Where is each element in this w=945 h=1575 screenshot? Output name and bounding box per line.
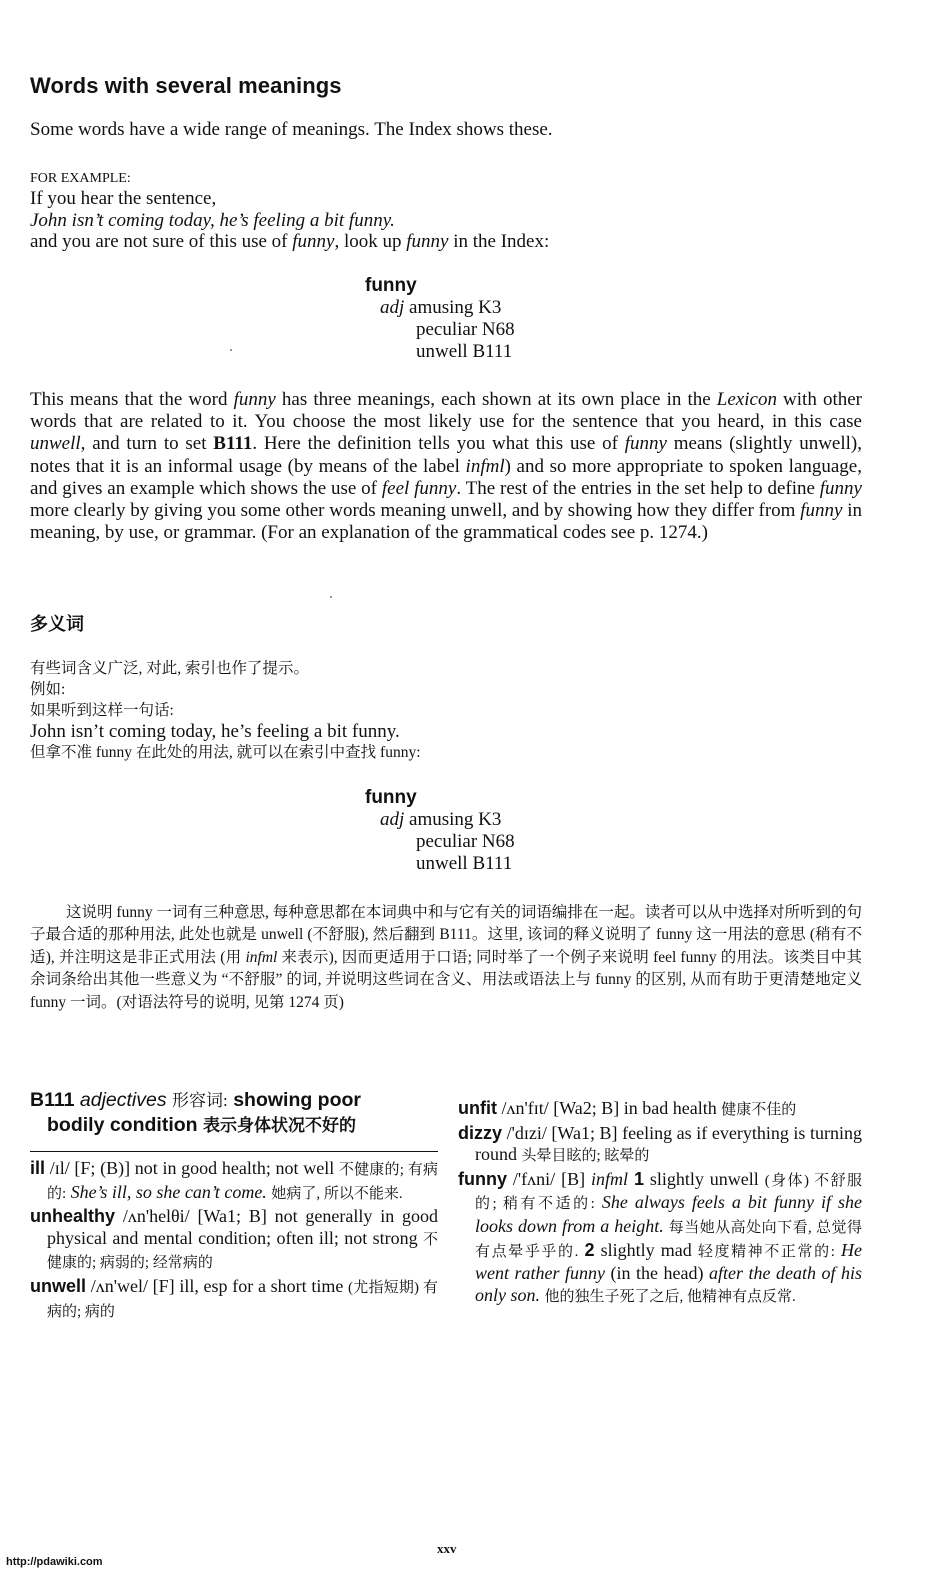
set-title: showing poor bbox=[233, 1089, 362, 1111]
index-sense: adj amusing K3 bbox=[380, 809, 502, 830]
definition-text: /ɪl/ [F; (B)] not in good health; not well bbox=[45, 1158, 339, 1178]
chinese-example-sentence: John isn’t coming today, he’s feeling a bit funny. bbox=[30, 721, 400, 742]
text-run: in meaning, by use, or grammar. (For an explanation of the grammatical codes see p. 1274.) bbox=[30, 500, 862, 544]
text-run: This means that the word bbox=[30, 389, 234, 410]
chinese-line: 但拿不准 funny 在此处的用法, 就可以在索引中查找 funny: bbox=[30, 744, 421, 761]
text-run: , and turn to set bbox=[80, 433, 214, 455]
explanation-paragraph bbox=[30, 389, 862, 544]
entry-headword: unwell bbox=[30, 1275, 87, 1296]
text-run: funny bbox=[819, 477, 862, 499]
text-run: unwell bbox=[30, 433, 81, 455]
example-line: and you are not sure of this use of funny, look up funny in the Index: bbox=[30, 231, 550, 252]
sense-number: 1 bbox=[633, 1168, 644, 1189]
set-title-line2: bodily condition 表示身体状况不好的 bbox=[47, 1114, 356, 1136]
dictionary-entry bbox=[30, 1158, 438, 1205]
text-run: funny bbox=[624, 433, 667, 455]
dictionary-entry bbox=[458, 1123, 862, 1168]
example-line: If you hear the sentence, bbox=[30, 188, 217, 209]
definition-text: slightly mad bbox=[594, 1239, 698, 1260]
definition-text: slightly unwell bbox=[643, 1168, 765, 1189]
dictionary-entry bbox=[30, 1206, 438, 1275]
dictionary-entry bbox=[458, 1169, 862, 1309]
index-headword: funny bbox=[365, 787, 417, 808]
chinese-gloss: 他的独生子死了之后, 他精神有点反常. bbox=[544, 1288, 796, 1305]
source-url: http://pdawiki.com bbox=[6, 1556, 103, 1568]
text-run: with other words that are related to it. You choose the most likely use for the sentence that you heard, in this case bbox=[30, 389, 862, 433]
text-run: feel funny bbox=[381, 477, 457, 499]
example-block bbox=[30, 188, 549, 253]
entries-right bbox=[458, 1098, 862, 1308]
definition-text: He went rather funny bbox=[475, 1239, 862, 1284]
text-run: infml bbox=[245, 948, 278, 966]
text-run: . Here the definition tells you what this use of bbox=[252, 433, 625, 455]
text-run: funny bbox=[800, 500, 843, 522]
chinese-gloss: 轻度精神不正常的: bbox=[697, 1243, 835, 1260]
text-run: 来表示), 因而更适用于口语; 同时举了一个例子来说明 feel funny 的用法。该类目中其余词条给出其他一些意义为 “不舒服” 的词, 并说明这些词在含义、用法或语法上与 funny 的区别, 从而有助于更清楚地定义 funny 一词。(对语法符号的说明, 见第 1274 页) bbox=[30, 948, 863, 1011]
text-run: has three meanings, each shown at its own place in the bbox=[275, 389, 717, 410]
text-run: funny bbox=[233, 389, 276, 410]
definition-text: /'fʌni/ [B] bbox=[507, 1168, 591, 1189]
text-run: ) and so more appropriate to spoken language, and gives an example which shows the use of bbox=[30, 455, 862, 499]
scan-speck bbox=[330, 596, 332, 598]
set-category: adjectives bbox=[79, 1089, 167, 1111]
definition-text: /ʌn'fɪt/ [Wa2; B] in bad health bbox=[496, 1098, 722, 1118]
chinese-line: 有些词含义广泛, 对此, 索引也作了提示。 bbox=[30, 660, 310, 677]
page-number: xxv bbox=[437, 1541, 457, 1556]
scan-speck bbox=[230, 349, 232, 351]
definition-text: /'dɪzi/ [Wa1; B] feeling as if everything is turning round bbox=[475, 1122, 862, 1165]
definition-text bbox=[595, 1192, 602, 1212]
chinese-gloss: 不健康的; 有病的: bbox=[47, 1162, 438, 1202]
index-entry bbox=[365, 275, 515, 363]
dictionary-entry bbox=[458, 1098, 862, 1122]
chinese-gloss: (身体) 不舒服的; 稍有不适的: bbox=[475, 1172, 862, 1213]
chinese-gloss: 头晕目眩的; 眩晕的 bbox=[521, 1148, 650, 1165]
entry-headword: dizzy bbox=[458, 1122, 503, 1143]
index-entry bbox=[365, 787, 515, 875]
index-sense: unwell B111 bbox=[416, 341, 513, 362]
index-sense: peculiar N68 bbox=[416, 319, 515, 340]
chinese-gloss: 健康不佳的 bbox=[721, 1102, 797, 1118]
definition-text: /ʌn'wel/ [F] ill, esp for a short time bbox=[86, 1275, 349, 1296]
definition-text: infml bbox=[591, 1168, 629, 1189]
chinese-line: 例如: bbox=[30, 681, 66, 698]
entry-headword: ill bbox=[30, 1158, 46, 1178]
intro-text: Some words have a wide range of meanings. The Index shows these. bbox=[30, 119, 553, 140]
definition-text: after the death of his only son. bbox=[475, 1263, 862, 1305]
set-category-cn: 形容词: bbox=[172, 1091, 228, 1110]
set-heading bbox=[30, 1088, 438, 1138]
index-sense: adj amusing K3 bbox=[380, 297, 502, 318]
entries-left bbox=[30, 1158, 438, 1323]
sense-number: 2 bbox=[584, 1239, 595, 1260]
text-run: Lexicon bbox=[716, 389, 777, 410]
chinese-gloss: (尤指短期) 有病的; 病的 bbox=[47, 1279, 439, 1320]
index-sense: unwell B111 bbox=[416, 853, 513, 874]
text-run: B111 bbox=[213, 433, 253, 455]
definition-text: /ʌn'helθi/ [Wa1; B] not generally in good physical and mental condition; often ill; not strong bbox=[47, 1206, 438, 1248]
entry-headword: unfit bbox=[458, 1098, 497, 1118]
dictionary-entry bbox=[30, 1276, 438, 1323]
chinese-heading: 多义词 bbox=[30, 614, 84, 634]
section-heading: Words with several meanings bbox=[30, 73, 342, 98]
example-label: FOR EXAMPLE: bbox=[30, 171, 131, 186]
chinese-gloss: 她病了, 所以不能来. bbox=[271, 1185, 403, 1202]
set-code: B111 bbox=[30, 1089, 75, 1111]
chinese-gloss: 不健康的; 病弱的; 经常病的 bbox=[47, 1231, 438, 1272]
lexicon-right-column bbox=[458, 1098, 862, 1309]
entry-headword: unhealthy bbox=[30, 1206, 116, 1227]
divider bbox=[30, 1151, 438, 1152]
chinese-intro bbox=[30, 658, 421, 763]
definition-text: She always feels a bit funny if she looks down from a height. bbox=[475, 1192, 862, 1236]
chinese-gloss: 每当她从高处向下看, 总觉得有点晕乎乎的. bbox=[475, 1219, 862, 1260]
text-run: means (slightly unwell), notes that it is an informal usage (by means of the label bbox=[30, 433, 862, 477]
definition-text: She’s ill, so she can’t come. bbox=[70, 1181, 267, 1202]
index-headword: funny bbox=[365, 275, 417, 296]
text-run: more clearly by giving you some other words meaning unwell, and by showing how they differ from bbox=[30, 500, 801, 522]
chinese-line: 如果听到这样一句话: bbox=[30, 702, 174, 719]
text-run: . The rest of the entries in the set help to define bbox=[456, 477, 820, 499]
entry-headword: funny bbox=[458, 1168, 507, 1189]
text-run: infml bbox=[465, 455, 505, 477]
definition-text: (in the head) bbox=[605, 1263, 709, 1284]
index-sense: peculiar N68 bbox=[416, 831, 515, 852]
example-sentence: John isn’t coming today, he’s feeling a bit funny. bbox=[30, 209, 395, 231]
chinese-paragraph bbox=[30, 902, 862, 1014]
text-run: 这说明 funny 一词有三种意思, 每种意思都在本词典中和与它有关的词语编排在一起。读者可以从中选择对所听到的句子最合适的那种用法, 此处也就是 unwell (不舒服), 然后翻到 B111。这里, 该词的释义说明了 funny 这一用法的意思 (稍有不适), 并注明这是非正式用法 (用 bbox=[30, 904, 862, 966]
lexicon-left-column bbox=[30, 1088, 438, 1324]
